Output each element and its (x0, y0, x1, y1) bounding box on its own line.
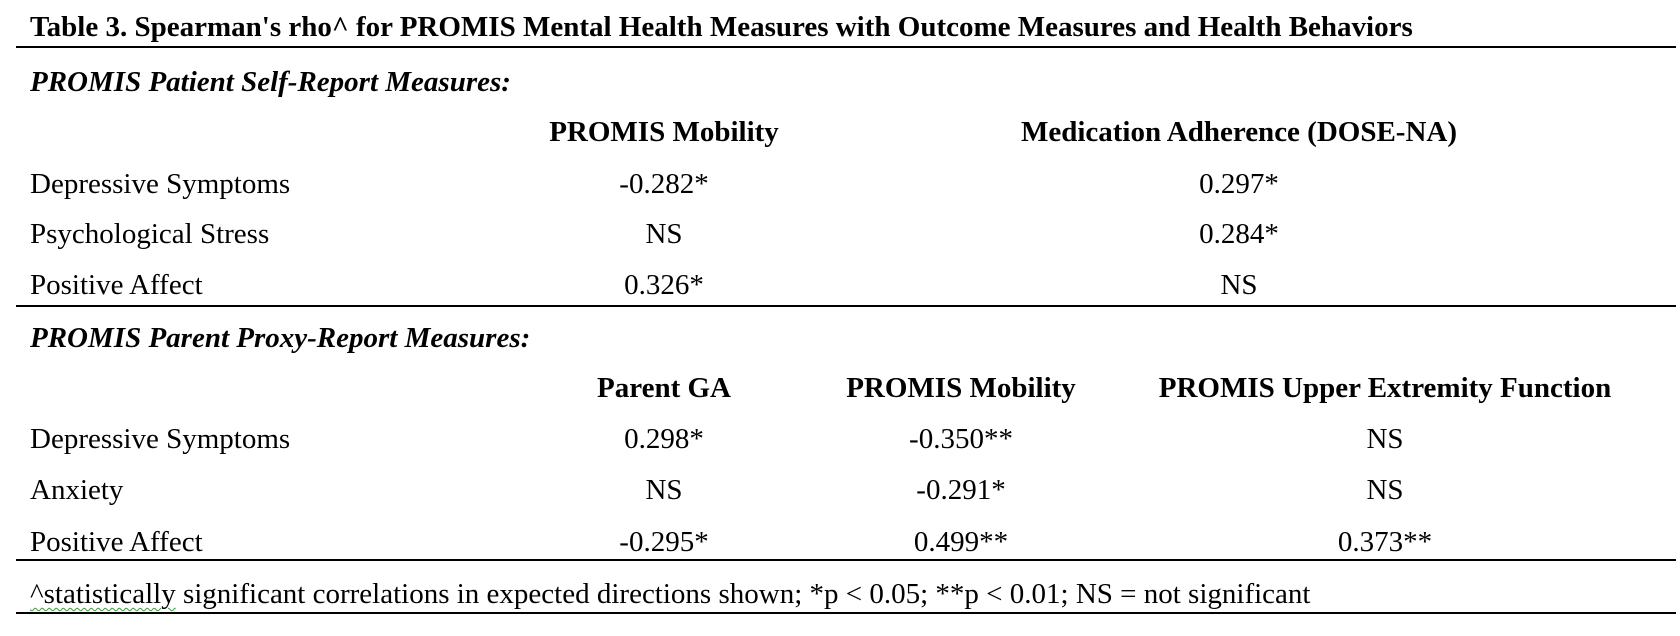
cell: -0.350** (909, 423, 1013, 455)
cell: 0.499** (913, 526, 1009, 558)
cell: 0.326* (624, 269, 704, 301)
spellcheck-underlined-word: ^statistically (30, 578, 176, 610)
cell: 0.298* (624, 423, 704, 455)
footnote (30, 577, 1310, 611)
divider (16, 612, 1676, 614)
row-label: Positive Affect (30, 526, 203, 558)
divider (16, 305, 1676, 307)
cell: -0.291* (916, 474, 1006, 506)
cell: 0.297* (1199, 168, 1279, 200)
footnote-text: significant correlations in expected directions shown; *p < 0.05; **p < 0.01; NS = not significant (175, 578, 1311, 610)
column-header: PROMIS Mobility (549, 116, 779, 148)
cell: NS (1366, 474, 1404, 506)
column-header: PROMIS Upper Extremity Function (1158, 372, 1612, 404)
cell: NS (645, 474, 683, 506)
divider (16, 46, 1676, 48)
cell: -0.282* (619, 168, 709, 200)
row-label: Depressive Symptoms (30, 168, 291, 200)
cell: NS (645, 218, 683, 250)
cell: NS (1366, 423, 1404, 455)
column-header: Medication Adherence (DOSE-NA) (1020, 116, 1458, 148)
cell: 0.284* (1199, 218, 1279, 250)
row-label: Positive Affect (30, 269, 203, 301)
cell: NS (1220, 269, 1258, 301)
row-label: Anxiety (30, 474, 124, 506)
section-heading-proxy-report: PROMIS Parent Proxy-Report Measures: (30, 322, 531, 354)
row-label: Psychological Stress (30, 218, 270, 250)
divider (16, 559, 1676, 561)
row-label: Depressive Symptoms (30, 423, 291, 455)
cell: 0.373** (1337, 526, 1433, 558)
section-heading-self-report: PROMIS Patient Self-Report Measures: (30, 66, 511, 98)
cell: -0.295* (619, 526, 709, 558)
column-header: Parent GA (597, 372, 731, 404)
column-header: PROMIS Mobility (846, 372, 1076, 404)
table-title: Table 3. Spearman's rho^ for PROMIS Mental Health Measures with Outcome Measures and Health Behaviors (30, 11, 1413, 43)
